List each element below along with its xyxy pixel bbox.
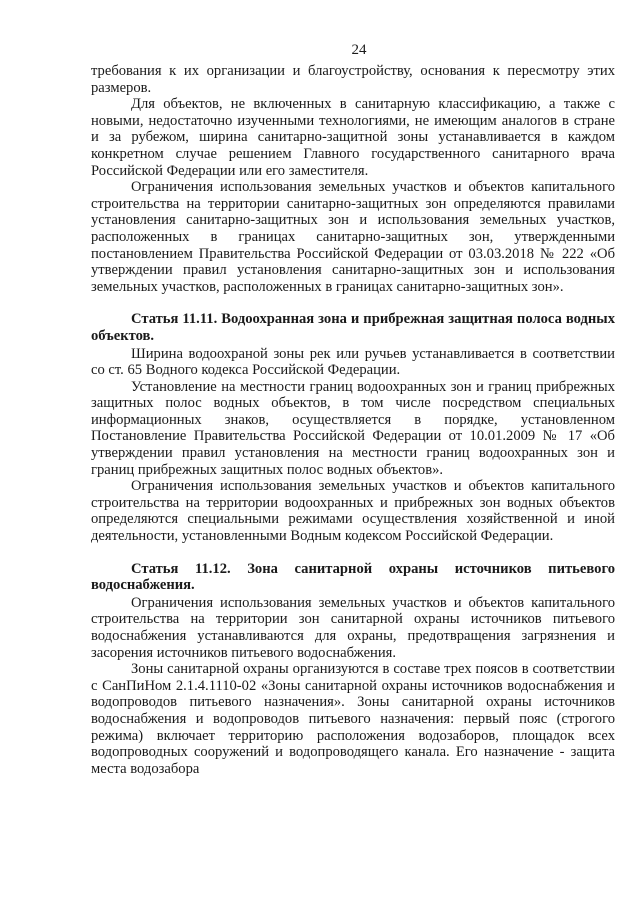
- paragraph: Ограничения использования земельных участков и объектов капитального строительства на территории зон санитарной охраны источников питьевого водоснабжения устанавливаются для охраны, предотвращения загрязнения и засорения источников питьевого водоснабжения.: [91, 594, 615, 661]
- document-body: [91, 63, 615, 777]
- paragraph: Установление на местности границ водоохранных зон и границ прибрежных защитных полос водных объектов, в том числе посредством специальных информационных знаков, осуществляется в порядке, установленном Постановление Правительства Российской Федерации от 10.01.2009 № 17 «Об утверждении правил установления на местности границ водоохранных зон и границ прибрежных защитных полос водных объектов».: [91, 378, 615, 478]
- paragraph: Ширина водоохраной зоны рек или ручьев устанавливается в соответствии со ст. 65 Водного кодекса Российской Федерации.: [91, 345, 615, 379]
- paragraph: требования к их организации и благоустройству, основания к пересмотру этих размеров.: [91, 63, 615, 96]
- paragraph: Ограничения использования земельных участков и объектов капитального строительства на территории санитарно-защитных зон определяются правилами установления санитарно-защитных зон и использования земельных участков, расположенных в границах санитарно-защитных зон, утвержденными постановлением Правительства Российской Федерации от 03.03.2018 № 222 «Об утверждении правил установления санитарно-защитных зон и использования земельных участков, расположенных в границах санитарно-защитных зон».: [91, 179, 615, 295]
- article-heading-11-12: Статья 11.12. Зона санитарной охраны источников питьевого водоснабжения.: [91, 560, 615, 594]
- paragraph: Для объектов, не включенных в санитарную классификацию, а также с новыми, недостаточно изученными технологиями, не имеющим аналогов в стране и за рубежом, ширина санитарно-защитной зоны устанавливается в каждом конкретном случае решением Главного государственного санитарного врача Российской Федерации или его заместителя.: [91, 96, 615, 179]
- paragraph: Зоны санитарной охраны организуются в составе трех поясов в соответствии с СанПиНом 2.1.4.1110-02 «Зоны санитарной охраны источников водоснабжения и водопроводов питьевого назначения». Зоны санитарной охраны источников водоснабжения и водопроводов питьевого назначения: первый пояс (строгого режима) включает территорию расположения водозаборов, площадок всех водопроводных сооружений и водопроводящего канала. Его назначение - защита места водозабора: [91, 661, 615, 777]
- paragraph: Ограничения использования земельных участков и объектов капитального строительства на территории водоохранных и прибрежных зон водных объектов определяются специальными режимами осуществления хозяйственной и иной деятельности, установленными Водным кодексом Российской Федерации.: [91, 478, 615, 545]
- article-heading-11-11: Статья 11.11. Водоохранная зона и прибрежная защитная полоса водных объектов.: [91, 311, 615, 344]
- page-number: 24: [351, 42, 367, 58]
